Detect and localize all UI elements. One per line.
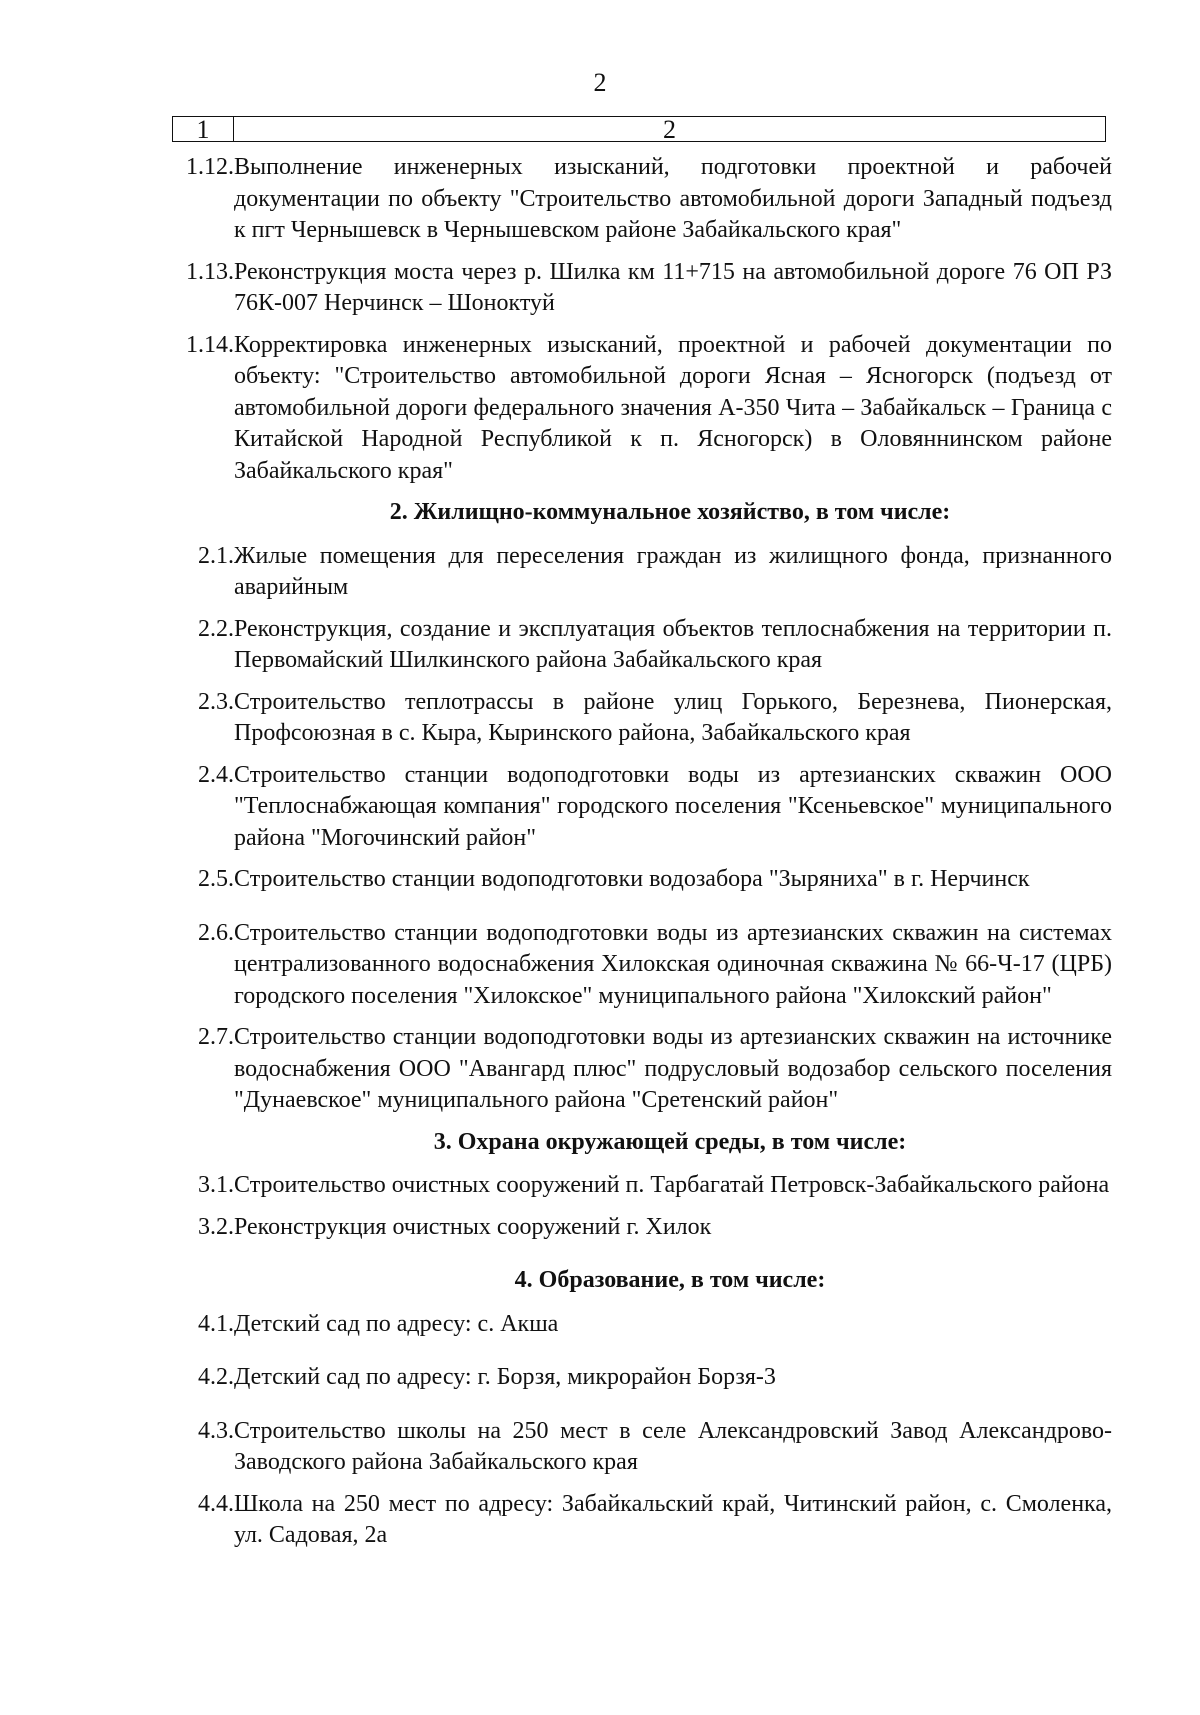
list-item — [168, 918, 1112, 1013]
item-number: 2.1. — [198, 542, 234, 569]
list-item — [168, 1022, 1112, 1117]
item-number: 2.2. — [198, 615, 234, 642]
list-item — [168, 1212, 1112, 1244]
page-number: 2 — [593, 68, 607, 97]
item-number: 1.13. — [186, 258, 234, 285]
list-item — [168, 1489, 1112, 1552]
list-item — [168, 1170, 1112, 1202]
section-title-environment: 3. Охрана окружающей среды, в том числе: — [433, 1128, 907, 1155]
item-number: 2.7. — [198, 1024, 234, 1050]
item-number: 4.2. — [198, 1364, 234, 1390]
list-item — [168, 541, 1112, 604]
list-item — [168, 687, 1112, 750]
item-text: Выполнение инженерных изысканий, подготовки проектной и рабочей документации по объекту "Строительство автомобильной дороги Западный подъезд к пгт Чернышевск в Чернышевском районе Забайкальского края" — [234, 154, 1112, 243]
item-number: 4.3. — [198, 1417, 234, 1444]
item-text: Строительство очистных сооружений п. Тарбагатай Петровск-Забайкальского района — [234, 1172, 1110, 1198]
list-item — [168, 864, 1112, 896]
item-text: Реконструкция моста через р. Шилка км 11+715 на автомобильной дороге 76 ОП РЗ 76К-007 Нерчинск – Шоноктуй — [234, 258, 1112, 316]
item-text: Реконструкция, создание и эксплуатация объектов теплоснабжения на территории п. Первомайский Шилкинского района Забайкальского края — [234, 615, 1112, 673]
item-number: 4.1. — [198, 1310, 234, 1337]
item-number: 2.3. — [198, 688, 234, 715]
item-number: 3.1. — [198, 1172, 234, 1198]
item-text: Строительство школы на 250 мест в селе Александровский Завод Александрово-Заводского района Забайкальского края — [234, 1417, 1112, 1475]
table-header-col2: 2 — [663, 115, 676, 144]
item-text: Реконструкция очистных сооружений г. Хилок — [234, 1213, 712, 1240]
item-text: Строительство станции водоподготовки воды из артезианских скважин на источнике водоснабжения ООО "Авангард плюс" подрусловый водозабор сельского поселения "Дунаевское" муниципального района "Сретенский район" — [234, 1024, 1112, 1113]
table-header-row — [172, 116, 1106, 142]
list-item — [168, 152, 1112, 247]
item-text: Детский сад по адресу: г. Борзя, микрорайон Борзя-3 — [234, 1364, 776, 1390]
list-item — [168, 1362, 1112, 1394]
document-body — [168, 152, 1112, 1562]
item-text: Школа на 250 мест по адресу: Забайкальский край, Читинский район, с. Смоленка, ул. Садовая, 2а — [234, 1490, 1112, 1548]
list-item — [168, 330, 1112, 488]
item-number: 3.2. — [198, 1213, 234, 1240]
item-text: Детский сад по адресу: с. Акша — [234, 1310, 559, 1337]
item-number: 1.12. — [186, 154, 234, 180]
item-text: Строительство теплотрассы в районе улиц Горького, Березнева, Пионерская, Профсоюзная в с. Кыра, Кыринского района, Забайкальского края — [234, 688, 1112, 746]
section-title-education: 4. Образование, в том числе: — [514, 1267, 826, 1293]
list-item — [168, 1309, 1112, 1341]
section-title-housing: 2. Жилищно-коммунальное хозяйство, в том числе: — [389, 499, 951, 525]
list-item — [168, 257, 1112, 320]
item-number: 2.4. — [198, 761, 234, 788]
item-number: 1.14. — [186, 331, 234, 358]
item-number: 2.5. — [198, 866, 234, 892]
item-number: 4.4. — [198, 1490, 234, 1517]
item-text: Строительство станции водоподготовки водозабора "Зыряниха" в г. Нерчинск — [234, 866, 1030, 892]
list-item — [168, 614, 1112, 677]
item-text: Строительство станции водоподготовки воды из артезианских скважин на системах централизованного водоснабжения Хилокская одиночная скважина № 66-Ч-17 (ЦРБ) городского поселения "Хилокское" муниципального района "Хилокский район" — [234, 919, 1112, 1009]
item-text: Строительство станции водоподготовки воды из артезианских скважин ООО "Теплоснабжающая компания" городского поселения "Ксеньевское" муниципального района "Могочинский район" — [234, 761, 1112, 851]
item-text: Корректировка инженерных изысканий, проектной и рабочей документации по объекту: "Строительство автомобильной дороги Ясная – Ясногорск (подъезд от автомобильной дороги федерального значения А-350 Чита – Забайкальск – Граница с Китайской Народной Республикой к п. Ясногорск) в Оловяннинском районе Забайкальского края" — [234, 331, 1112, 484]
list-item — [168, 1416, 1112, 1479]
item-text: Жилые помещения для переселения граждан из жилищного фонда, признанного аварийным — [234, 542, 1112, 600]
table-header-col1: 1 — [173, 117, 234, 141]
item-number: 2.6. — [198, 919, 234, 946]
list-item — [168, 760, 1112, 855]
